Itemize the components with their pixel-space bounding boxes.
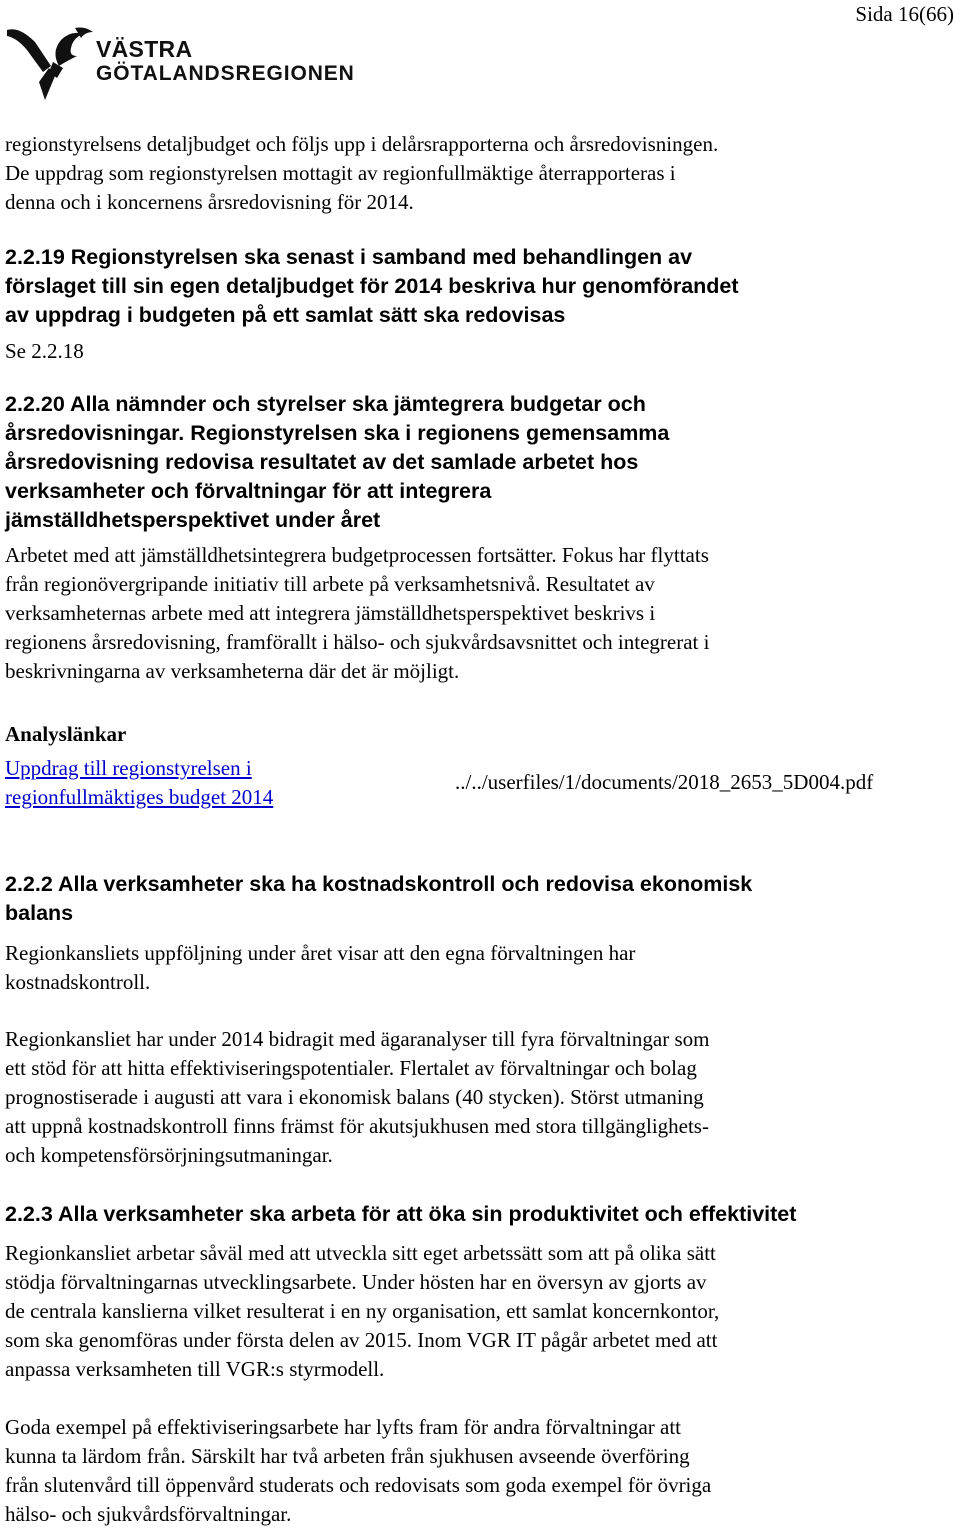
analys-link-line[interactable]: Uppdrag till regionstyrelsen i [5,756,252,780]
text-line: som ska genomföras under första delen av 2015. Inom VGR IT pågår arbetet med att [5,1328,718,1352]
analys-file-path: ../../userfiles/1/documents/2018_2653_5D004.pdf [455,770,874,794]
page-number: Sida 16(66) [855,2,954,26]
heading-line: verksamheter och förvaltningar för att integrera [5,479,492,503]
text-line: beskrivningarna av verksamheterna där det är möjligt. [5,659,460,683]
vgr-logo [5,22,385,106]
text-line: verksamheternas arbete med att integrera jämställdhetsperspektivet beskrivs i [5,601,656,625]
text-line: de centrala kanslierna vilket resulterat i en ny organisation, ett samlat koncernkontor, [5,1299,720,1323]
section-heading-2-2-3: 2.2.3 Alla verksamheter ska arbeta för att öka sin produktivitet och effektivitet [5,1202,797,1226]
analys-links-title: Analyslänkar [5,722,127,746]
heading-line: årsredovisningar. Regionstyrelsen ska i regionens gemensamma [5,421,670,445]
text-line: ett stöd för att hitta effektiviseringspotentialer. Flertalet av förvaltningar och bolag [5,1056,697,1080]
text-line: Regionkansliets uppföljning under året visar att den egna förvaltningen har [5,941,636,965]
text-line: från slutenvård till öppenvård studerats och redovisats som goda exempel för övriga [5,1473,712,1497]
section-heading-2-2-2 [5,870,752,928]
text-line: prognostiserade i augusti att vara i ekonomisk balans (40 stycken). Störst utmaning [5,1085,704,1109]
section-text-2-2-20 [5,541,709,686]
text-line: kostnadskontroll. [5,970,151,994]
text-line: och kompetensförsörjningsutmaningar. [5,1143,333,1167]
text-line: att uppnå kostnadskontroll finns främst för akutsjukhusen med stora tillgänglighets- [5,1114,709,1138]
heading-line: 2.2.19 Regionstyrelsen ska senast i samband med behandlingen av [5,245,693,269]
intro-paragraph [5,130,718,217]
text-line: Arbetet med att jämställdhetsintegrera budgetprocessen fortsätter. Fokus har flyttats [5,543,709,567]
analys-link-line[interactable]: regionfullmäktiges budget 2014 [5,785,274,809]
text-line: denna och i koncernens årsredovisning för 2014. [5,190,414,214]
text-line: Regionkansliet arbetar såväl med att utveckla sitt eget arbetssätt som att på olika sätt [5,1241,716,1265]
vgr-emblem-icon [5,22,95,106]
logo-text-line1: VÄSTRA [96,36,193,62]
section-2-2-2-paragraph-2 [5,1025,709,1170]
heading-line: 2.2.2 Alla verksamheter ska ha kostnadskontroll och redovisa ekonomisk [5,872,753,896]
text-line: regionens årsredovisning, framförallt i hälso- och sjukvårdsavsnittet och integrerat i [5,630,710,654]
section-2-2-3-paragraph-2 [5,1413,711,1529]
text-line: hälso- och sjukvårdsförvaltningar. [5,1502,292,1526]
heading-line: 2.2.20 Alla nämnder och styrelser ska jämtegrera budgetar och [5,392,646,416]
section-2-2-3-paragraph-1 [5,1239,719,1384]
text-line: Goda exempel på effektiviseringsarbete har lyfts fram för andra förvaltningar att [5,1415,681,1439]
text-line: De uppdrag som regionstyrelsen mottagit av regionfullmäktige återrapporteras i [5,161,676,185]
section-heading-2-2-19 [5,243,739,330]
section-2-2-2-paragraph-1 [5,939,635,997]
section-text-2-2-19: Se 2.2.18 [5,339,84,363]
analys-link[interactable] [5,754,273,812]
text-line: regionstyrelsens detaljbudget och följs upp i delårsrapporterna och årsredovisningen. [5,132,719,156]
section-heading-2-2-20 [5,390,669,535]
text-line: anpassa verksamheten till VGR:s styrmodell. [5,1357,385,1381]
text-line: kunna ta lärdom från. Särskilt har två arbeten från sjukhusen avseende överföring [5,1444,690,1468]
logo-text-line2: GÖTALANDSREGIONEN [96,62,355,85]
heading-line: jämställdhetsperspektivet under året [5,508,381,532]
heading-line: årsredovisning redovisa resultatet av det samlade arbetet hos [5,450,639,474]
heading-line: förslaget till sin egen detaljbudget för 2014 beskriva hur genomförandet [5,274,739,298]
text-line: från regionövergripande initiativ till arbete på verksamhetsnivå. Resultatet av [5,572,655,596]
heading-line: av uppdrag i budgeten på ett samlat sätt ska redovisas [5,303,566,327]
text-line: stödja förvaltningarnas utvecklingsarbete. Under hösten har en översyn av gjorts av [5,1270,707,1294]
text-line: Regionkansliet har under 2014 bidragit med ägaranalyser till fyra förvaltningar som [5,1027,710,1051]
heading-line: balans [5,901,74,925]
